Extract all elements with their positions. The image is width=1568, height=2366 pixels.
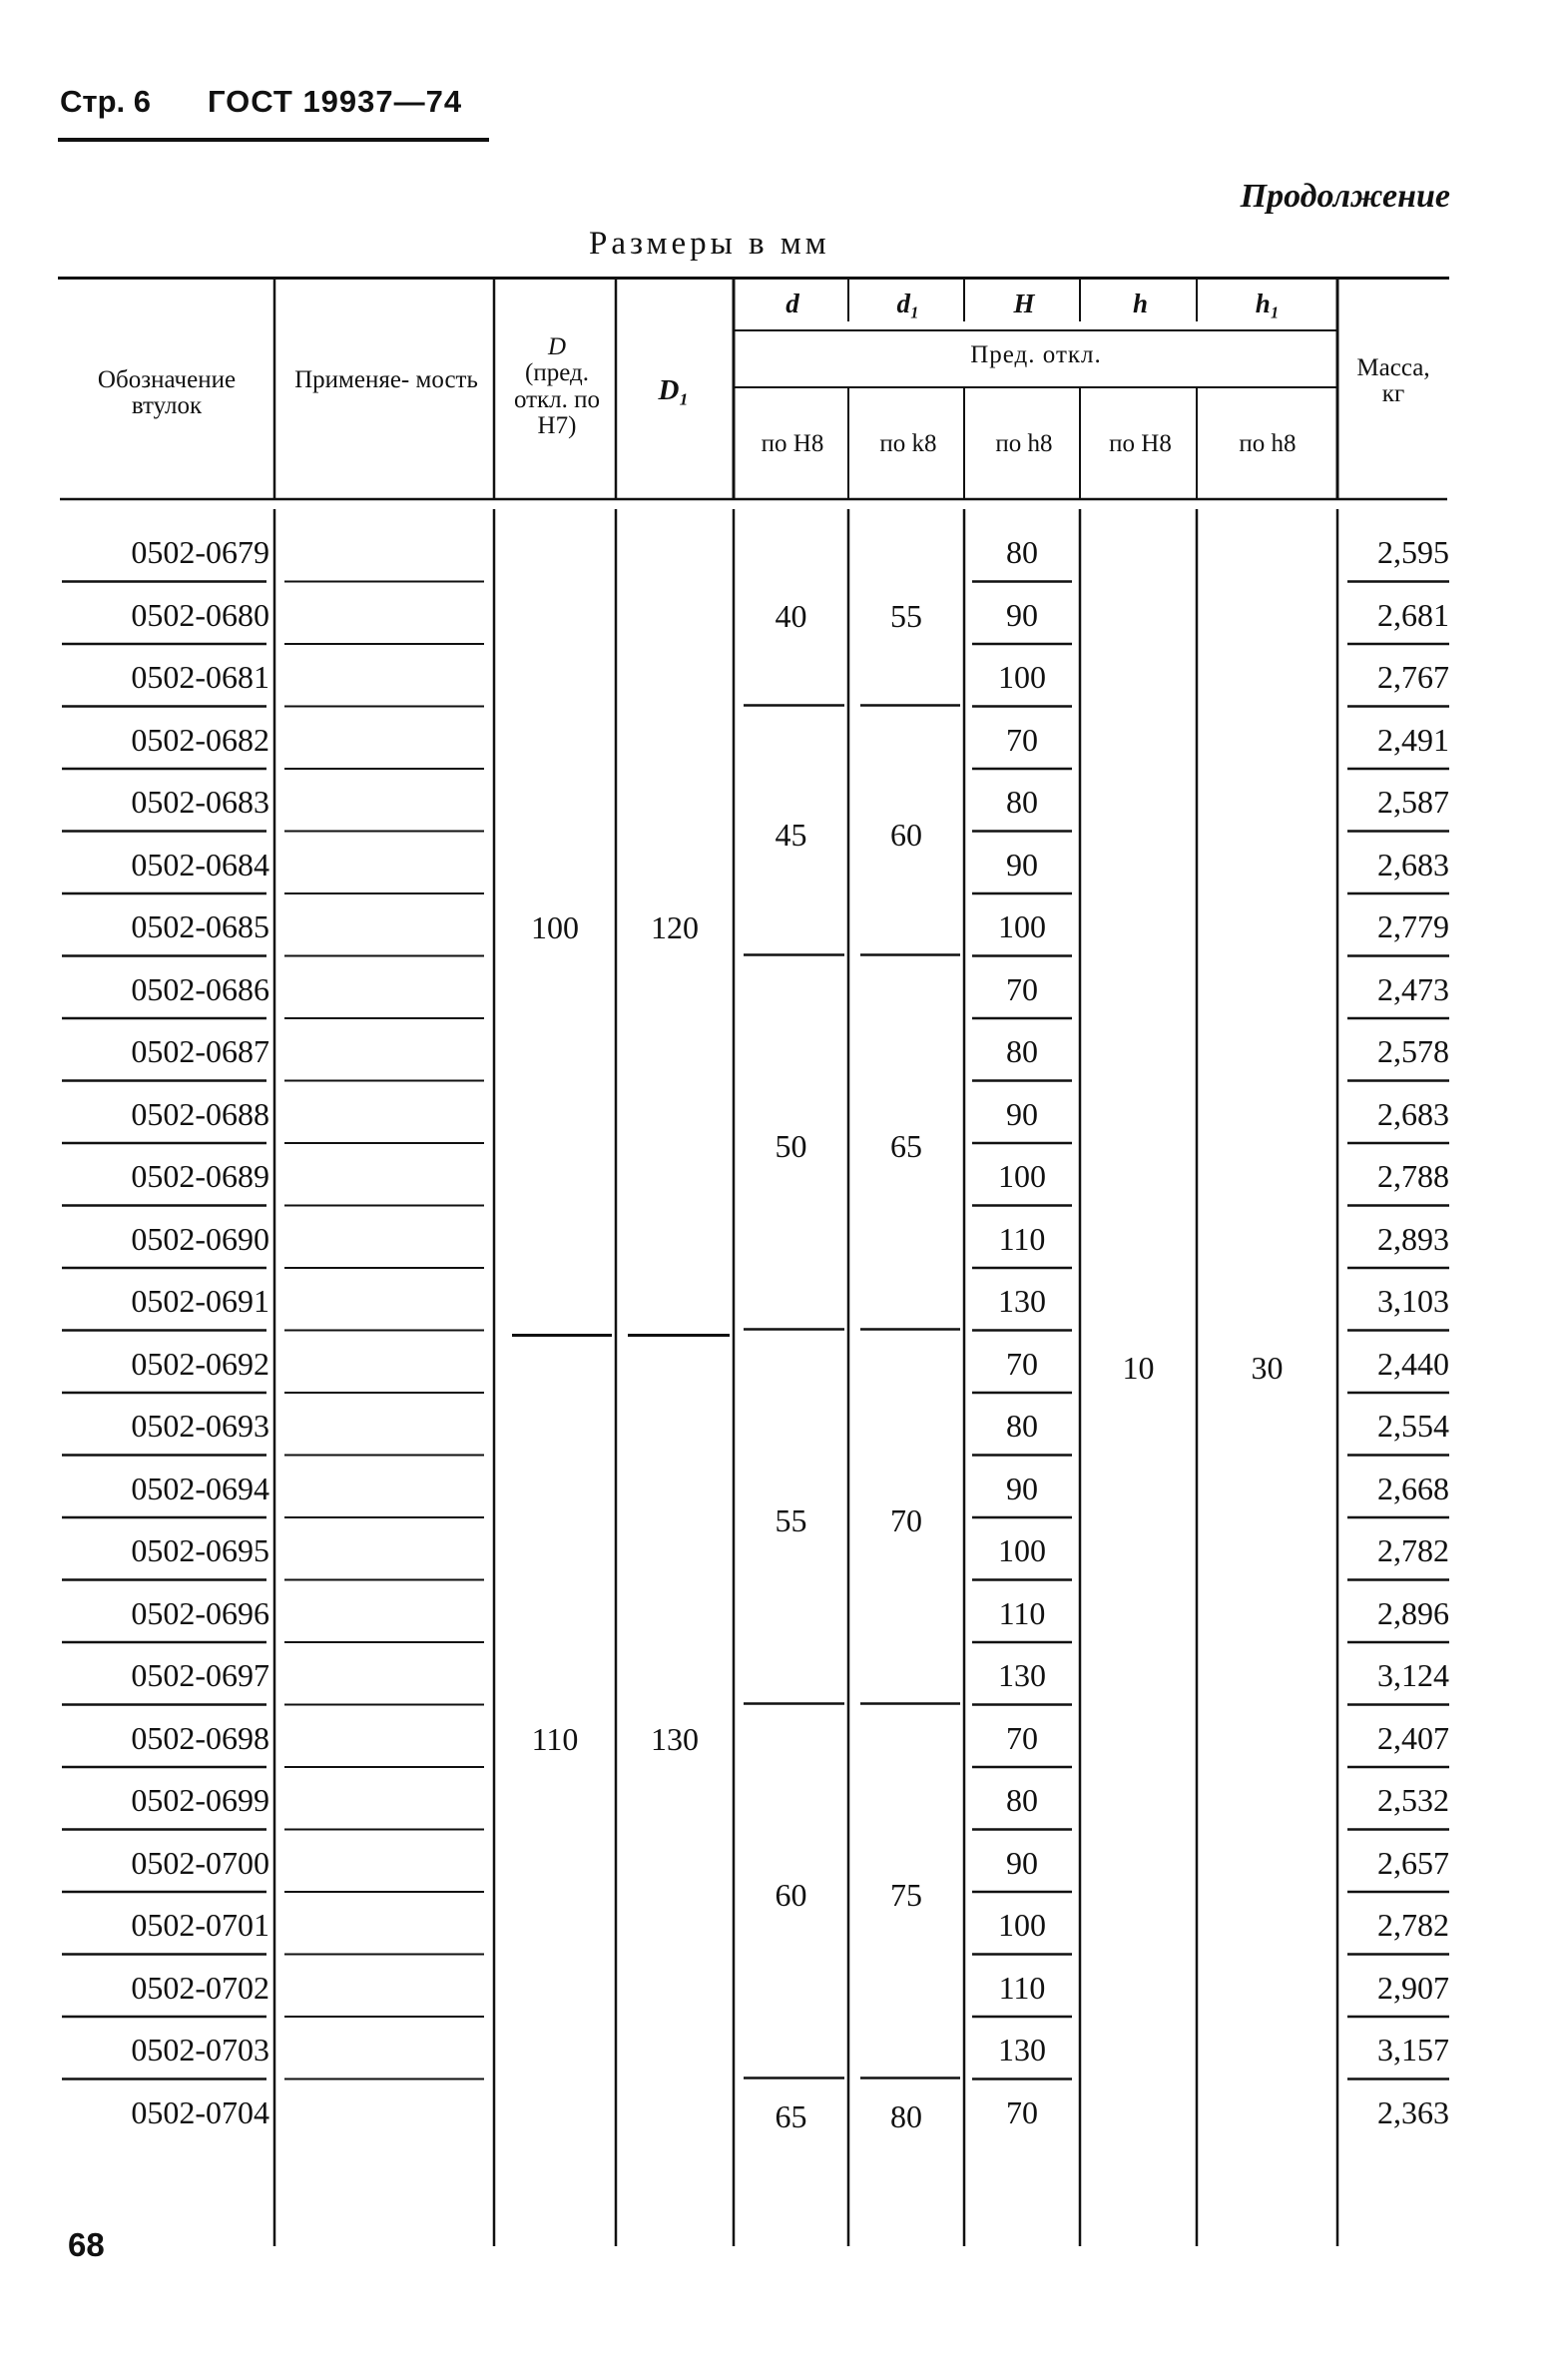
header-d1-tolerance: по k8 (879, 430, 937, 457)
designation-cell: 0502-0698 (131, 1719, 269, 1756)
mass-cell: 2,681 (1377, 596, 1449, 633)
H-cell: 110 (998, 1969, 1046, 2006)
H-cell: 70 (1006, 1345, 1038, 1382)
h1-cell: 30 (1251, 1349, 1284, 1386)
H-cell: 80 (1006, 1033, 1038, 1069)
mass-cell: 3,103 (1377, 1283, 1449, 1319)
mass-cell: 2,363 (1377, 2093, 1449, 2130)
H-cell: 130 (998, 1657, 1046, 1693)
standard-number: ГОСТ 19937—74 (208, 84, 463, 119)
designation-cell: 0502-0697 (131, 1657, 269, 1693)
designation-cell: 0502-0692 (131, 1345, 269, 1382)
H-cell: 80 (1006, 1782, 1038, 1818)
d1-cell: 65 (890, 1128, 922, 1164)
header-D-symbol: D (547, 333, 567, 360)
H-cell: 70 (1006, 721, 1038, 758)
header-designation: Обозначение втулок (97, 366, 237, 420)
H-cell: 100 (998, 908, 1046, 944)
designation-cell: 0502-0699 (131, 1782, 269, 1818)
designation-cell: 0502-0703 (131, 2032, 269, 2068)
d-cell: 45 (775, 816, 807, 853)
mass-cell: 2,657 (1377, 1844, 1449, 1881)
d1-cell: 75 (890, 1877, 922, 1913)
H-cell: 70 (1006, 1719, 1038, 1756)
mass-cell: 2,578 (1377, 1033, 1449, 1069)
mass-cell: 2,893 (1377, 1220, 1449, 1257)
H-cell: 70 (1006, 970, 1038, 1007)
header-d: d (785, 289, 799, 318)
header-D-tolerance: (пред. откл. по H7) (513, 359, 601, 439)
designation-cell: 0502-0695 (131, 1532, 269, 1568)
header-H-tolerance: по h8 (995, 430, 1053, 457)
H-cell: 70 (1006, 2093, 1038, 2130)
header-h1-tolerance: по h8 (1239, 430, 1297, 457)
H-cell: 130 (998, 2032, 1046, 2068)
designation-cell: 0502-0682 (131, 721, 269, 758)
header-mass: Масса, кг (1356, 354, 1430, 408)
mass-cell: 2,782 (1377, 1907, 1449, 1943)
designation-cell: 0502-0685 (131, 908, 269, 944)
mass-cell: 2,554 (1377, 1408, 1449, 1444)
d1-cell: 80 (890, 2097, 922, 2134)
designation-cell: 0502-0693 (131, 1408, 269, 1444)
mass-cell: 2,683 (1377, 1095, 1449, 1132)
mass-cell: 2,668 (1377, 1470, 1449, 1506)
H-cell: 100 (998, 1532, 1046, 1568)
d1-cell: 70 (890, 1502, 922, 1538)
mass-cell: 2,683 (1377, 846, 1449, 883)
page-label: Стр. 6 (60, 84, 151, 119)
header-D (497, 334, 617, 439)
H-cell: 80 (1006, 784, 1038, 820)
header-h-tolerance: по H8 (1109, 430, 1172, 457)
page-number: 68 (68, 2226, 105, 2263)
d-cell: 40 (775, 597, 807, 634)
mass-cell: 3,157 (1377, 2032, 1449, 2068)
D-cell: 110 (531, 1720, 579, 1757)
D1-cell: 130 (651, 1720, 699, 1757)
designation-cell: 0502-0700 (131, 1844, 269, 1881)
H-cell: 90 (1006, 596, 1038, 633)
mass-cell: 3,124 (1377, 1657, 1449, 1693)
mass-cell: 2,595 (1377, 534, 1449, 570)
designation-cell: 0502-0687 (131, 1033, 269, 1069)
d1-cell: 60 (890, 816, 922, 853)
H-cell: 90 (1006, 1844, 1038, 1881)
designation-cell: 0502-0689 (131, 1158, 269, 1194)
mass-cell: 2,532 (1377, 1782, 1449, 1818)
header-d1: d₁ (896, 289, 920, 318)
mass-cell: 2,896 (1377, 1594, 1449, 1631)
designation-cell: 0502-0686 (131, 970, 269, 1007)
designation-cell: 0502-0704 (131, 2093, 269, 2130)
mass-cell: 2,907 (1377, 1969, 1449, 2006)
H-cell: 90 (1006, 846, 1038, 883)
mass-cell: 2,788 (1377, 1158, 1449, 1194)
header-d-tolerance: по H8 (761, 430, 824, 457)
mass-cell: 2,767 (1377, 659, 1449, 695)
d-cell: 50 (775, 1128, 807, 1164)
H-cell: 100 (998, 1158, 1046, 1194)
H-cell: 130 (998, 1283, 1046, 1319)
designation-cell: 0502-0684 (131, 846, 269, 883)
header-h1: h₁ (1255, 289, 1281, 318)
header-tolerance-group: Пред. откл. (970, 341, 1102, 368)
designation-cell: 0502-0696 (131, 1594, 269, 1631)
H-cell: 90 (1006, 1095, 1038, 1132)
d-cell: 55 (775, 1502, 807, 1538)
mass-cell: 2,779 (1377, 908, 1449, 944)
designation-cell: 0502-0701 (131, 1907, 269, 1943)
header-D1-symbol: D₁ (658, 374, 690, 406)
continued-label: Продолжение (1240, 178, 1450, 215)
h-cell: 10 (1122, 1349, 1155, 1386)
header-H: H (1013, 289, 1035, 318)
D1-cell: 120 (651, 909, 699, 946)
d1-cell: 55 (890, 597, 922, 634)
H-cell: 110 (998, 1594, 1046, 1631)
H-cell: 90 (1006, 1470, 1038, 1506)
header-applicability: Применяе- мость (294, 366, 478, 393)
mass-cell: 2,491 (1377, 721, 1449, 758)
designation-cell: 0502-0681 (131, 659, 269, 695)
header-D1 (619, 375, 729, 405)
designation-cell: 0502-0691 (131, 1283, 269, 1319)
designation-cell: 0502-0702 (131, 1969, 269, 2006)
mass-cell: 2,782 (1377, 1532, 1449, 1568)
header-h: h (1132, 289, 1149, 318)
designation-cell: 0502-0688 (131, 1095, 269, 1132)
designation-cell: 0502-0683 (131, 784, 269, 820)
H-cell: 100 (998, 1907, 1046, 1943)
mass-cell: 2,587 (1377, 784, 1449, 820)
designation-cell: 0502-0679 (131, 534, 269, 570)
D-cell: 100 (531, 909, 579, 946)
d-cell: 60 (775, 1877, 807, 1913)
H-cell: 80 (1006, 1408, 1038, 1444)
mass-cell: 2,473 (1377, 970, 1449, 1007)
H-cell: 80 (1006, 534, 1038, 570)
mass-cell: 2,407 (1377, 1719, 1449, 1756)
H-cell: 110 (998, 1220, 1046, 1257)
d-cell: 65 (775, 2097, 807, 2134)
designation-cell: 0502-0680 (131, 596, 269, 633)
designation-cell: 0502-0690 (131, 1220, 269, 1257)
units-caption: Размеры в мм (589, 226, 830, 262)
H-cell: 100 (998, 659, 1046, 695)
designation-cell: 0502-0694 (131, 1470, 269, 1506)
mass-cell: 2,440 (1377, 1345, 1449, 1382)
